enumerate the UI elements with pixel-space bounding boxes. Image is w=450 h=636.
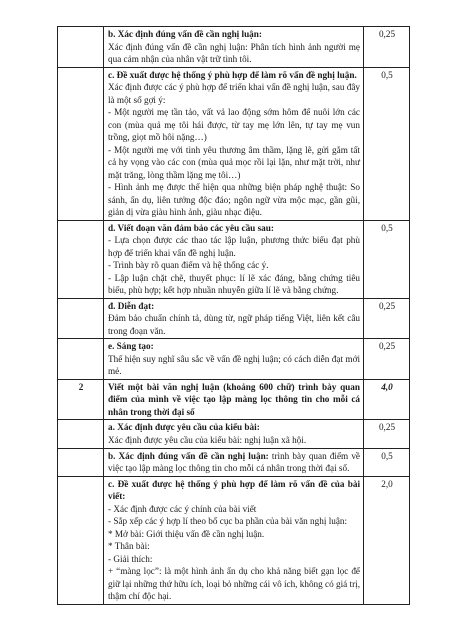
criterion-heading: d. Viết đoạn văn đảm bảo các yêu cầu sau: <box>108 222 274 233</box>
score-cell: 4,0 <box>364 379 410 420</box>
table-row <box>58 27 410 68</box>
criterion-heading: a. Xác định được yêu cầu của kiểu bài: <box>108 422 260 433</box>
table-row <box>58 220 410 298</box>
score-cell: 0,25 <box>364 27 410 68</box>
criterion-mixed-line <box>108 450 360 475</box>
criterion-text: - Hình ảnh mẹ được thể hiện qua những biện pháp nghệ thuật: So sánh, ẩn dụ, liên tưởng độc đáo; ngôn ngữ vừa mộc mạc, gần gũi, giản dị vừa giàu hình ảnh, giàu nhạc điệu. <box>108 182 360 218</box>
table-row <box>58 379 410 420</box>
criterion-cell <box>104 220 364 298</box>
score-cell: 0,25 <box>364 420 410 448</box>
question-number-cell <box>58 67 104 220</box>
criterion-text: Đảm bảo chuẩn chính tả, dùng từ, ngữ pháp tiếng Việt, liên kết câu trong đoạn văn. <box>108 313 360 336</box>
criterion-cell <box>104 27 364 68</box>
grading-rubric-table <box>57 26 410 605</box>
criterion-text: - Sắp xếp các ý hợp lí theo bố cục ba phần của bài văn nghị luận: <box>108 516 348 527</box>
criterion-text: - Trình bày rõ quan điểm và hệ thống các ý. <box>108 260 269 271</box>
criterion-cell <box>104 476 364 604</box>
criterion-heading: c. Đề xuất được hệ thống ý phù hợp để làm rõ vấn đề của bài viết: <box>108 478 360 502</box>
criterion-heading: đ. Diễn đạt: <box>108 300 155 311</box>
question-number-cell <box>58 476 104 604</box>
criterion-cell <box>104 379 364 420</box>
question-number-cell <box>58 27 104 68</box>
score-cell: 0,25 <box>364 298 410 339</box>
criterion-text: * Thân bài: <box>108 541 150 552</box>
criterion-cell <box>104 298 364 339</box>
criterion-text: - Xác định được các ý chính của bài viết <box>108 503 257 514</box>
table-row <box>58 298 410 339</box>
criterion-cell <box>104 448 364 476</box>
question-number-cell: 2 <box>58 379 104 420</box>
score-cell: 0,25 <box>364 339 410 380</box>
criterion-heading: c. Đề xuất được hệ thống ý phù hợp để làm rõ vấn đề nghị luận. <box>108 69 357 80</box>
question-number-cell <box>58 448 104 476</box>
question-prompt: Viết một bài văn nghị luận (khoảng 600 chữ) trình bày quan điểm của mình về việc tạo lập màng lọc thông tin cho mỗi cá nhân trong thời đại số <box>108 381 360 417</box>
criterion-text: - Một người mẹ với tình yêu thương âm thầm, lặng lẽ, gửi gắm tất cả hy vọng vào các con (mùa quả mọc rồi lại lặn, như mặt trời, như mặt trăng, lòng thầm lặng mẹ tôi…) <box>108 144 360 180</box>
table-row <box>58 448 410 476</box>
table-row <box>58 67 410 220</box>
table-row <box>58 420 410 448</box>
score-cell: 0,5 <box>364 67 410 220</box>
score-cell: 0,5 <box>364 220 410 298</box>
table-row <box>58 476 410 604</box>
question-number-cell <box>58 420 104 448</box>
criterion-cell <box>104 420 364 448</box>
criterion-cell <box>104 67 364 220</box>
criterion-text: + “màng lọc”: là một hình ảnh ẩn dụ cho khả năng biết gạn lọc để giữ lại những thứ hữu ích, loại bỏ những cái vô ích, không có giá trị, thậm chí độc hại. <box>108 566 360 602</box>
criterion-text: Xác định được yêu cầu của kiểu bài: nghị luận xã hội. <box>108 434 307 445</box>
criterion-text: Xác định đúng vấn đề cần nghị luận: Phân tích hình ảnh người mẹ qua cảm nhận của nhân vật trữ tình tôi. <box>108 41 360 65</box>
criterion-text: * Mở bài: Giới thiệu vấn đề cần nghị luận. <box>108 528 265 539</box>
criterion-text: trình bày quan điểm về việc tạo lập màng lọc thông tin cho mỗi cá nhân trong thời đại số. <box>108 450 361 474</box>
score-cell: 0,5 <box>364 448 410 476</box>
criterion-heading: b. Xác định đúng vấn đề cần nghị luận: <box>108 29 262 39</box>
criterion-text: - Một người mẹ tần tảo, vất vả lao động sớm hôm để nuôi lớn các con (mùa quả mẹ tôi hái được, từ tay mẹ lớn lên, tự tay mẹ vun trồng, giọt mồ hôi nặng…) <box>108 107 360 143</box>
criterion-text: Xác định được các ý phù hợp để triển khai vấn đề nghị luận, sau đây là một số gợi ý: <box>108 82 360 105</box>
question-number-cell <box>58 339 104 380</box>
criterion-cell <box>104 339 364 380</box>
criterion-heading: b. Xác định đúng vấn đề cần nghị luận: <box>108 450 269 461</box>
question-number-cell <box>58 220 104 298</box>
criterion-text: - Giải thích: <box>108 553 153 564</box>
criterion-text: - Lập luận chặt chẽ, thuyết phục: lí lẽ xác đáng, bằng chứng tiêu biểu, phù hợp; kết hợp nhuần nhuyễn giữa lí lẽ và bằng chứng. <box>108 272 360 296</box>
criterion-text: - Lựa chọn được các thao tác lập luận, phương thức biểu đạt phù hợp để triển khai vấn đề nghị luận. <box>108 235 360 258</box>
criterion-text: Thể hiện suy nghĩ sâu sắc về vấn đề nghị luận; có cách diễn đạt mới mẻ. <box>108 353 360 377</box>
table-row <box>58 339 410 380</box>
score-cell: 2,0 <box>364 476 410 604</box>
question-number-cell <box>58 298 104 339</box>
criterion-heading: e. Sáng tạo: <box>108 341 154 352</box>
